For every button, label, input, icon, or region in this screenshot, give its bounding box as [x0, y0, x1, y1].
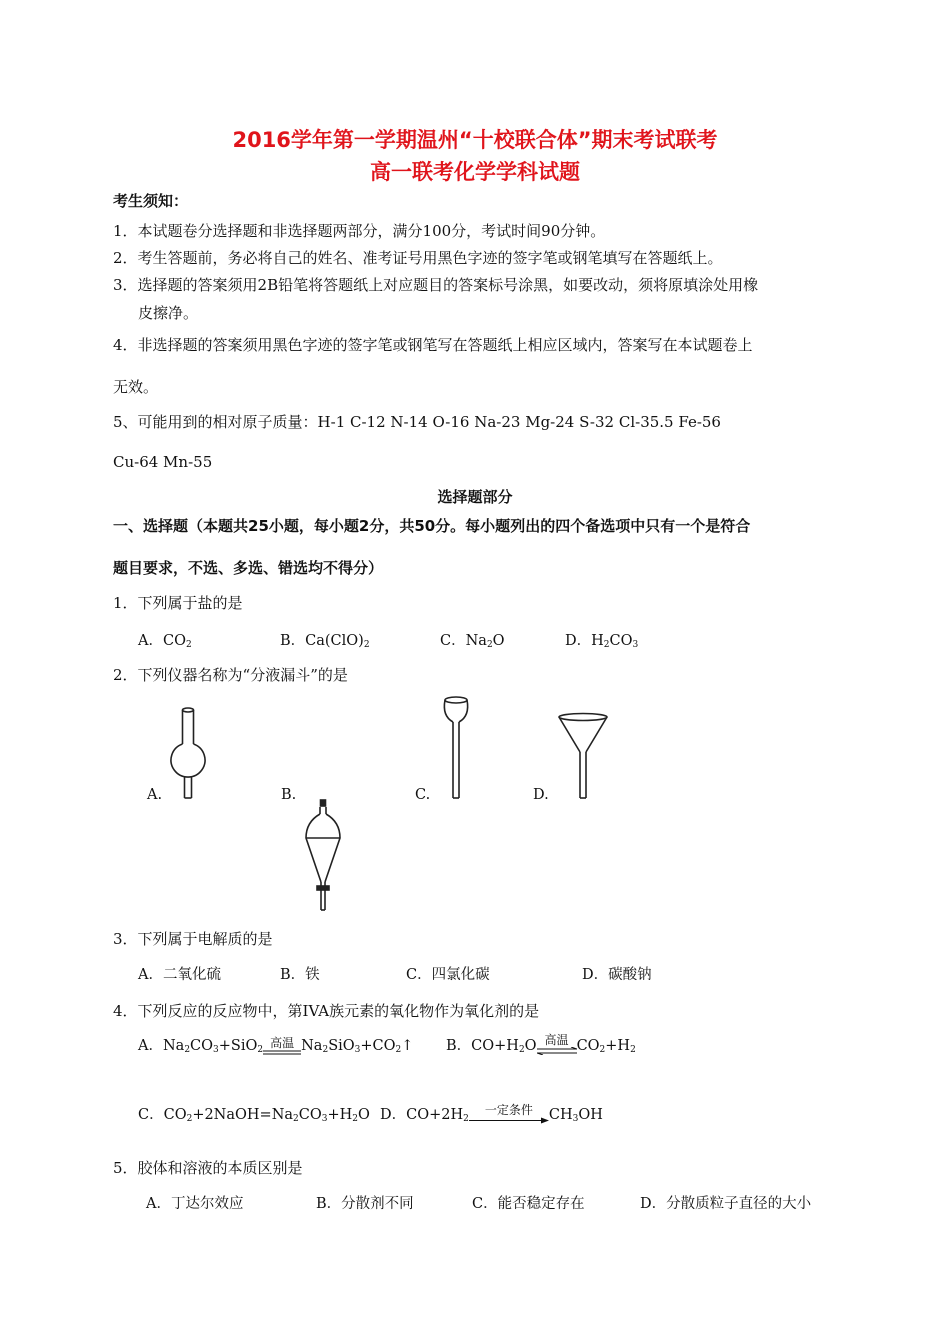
notice-item-2: 2．考生答题前，务必将自己的姓名、准考证号用黑色字迹的签字笔或钢笔填写在答题纸上。: [113, 249, 723, 267]
q4-option-a: A．$Na_2CO_3+SiO_2$ 高温 $Na_2SiO_3+CO_2↑$: [138, 1036, 414, 1055]
q5-option-c: C．能否稳定存在: [472, 1196, 585, 1212]
q2-label-c: C.: [415, 787, 431, 803]
q3-option-c: C．四氯化碳: [406, 967, 490, 983]
exam-title-line1: 2016学年第一学期温州“十校联合体”期末考试联考: [232, 128, 718, 152]
notice-item-5-cont: Cu-64 Mn-55: [113, 453, 213, 471]
notice-item-4-cont: 无效。: [113, 378, 159, 396]
notice-item-5: 5、可能用到的相对原子质量：H-1 C-12 N-14 O-16 Na-23 Mg-24 S-32 Cl-35.5 Fe-56: [113, 413, 721, 431]
notice-item-4: 4．非选择题的答案须用黑色字迹的签字笔或钢笔写在答题纸上相应区域内，答案写在本试题卷上: [113, 336, 753, 354]
q4-option-b: B．$CO+H_2O$ 高温 $CO_2+H_2$: [446, 1033, 636, 1055]
q3-option-b: B．铁: [280, 967, 320, 983]
q5-stem: 5．胶体和溶液的本质区别是: [113, 1159, 303, 1177]
q1-stem: 1．下列属于盐的是: [113, 594, 243, 612]
round-flask-diagram: [165, 706, 215, 802]
separatory-funnel-diagram: [300, 798, 350, 916]
section-title: 选择题部分: [437, 488, 513, 506]
notice-item-3-cont: 皮擦净。: [138, 304, 199, 322]
notice-heading: 考生须知：: [113, 192, 189, 210]
q3-stem: 3．下列属于电解质的是: [113, 930, 273, 948]
reversible-high-temp-condition: 高温: [537, 1034, 577, 1055]
funnel-diagram: [556, 712, 612, 804]
bulb-funnel-diagram: [438, 694, 478, 804]
q1-option-b: B．$Ca(ClO)_2$: [280, 633, 370, 650]
q3-option-d: D．碳酸钠: [582, 967, 652, 983]
q1-option-c: C．$Na_2O$: [440, 633, 505, 650]
q1-option-d: D．$H_2CO_3$: [565, 633, 639, 650]
q5-option-a: A．丁达尔效应: [146, 1196, 244, 1212]
q1-option-a: A．$CO_2$: [138, 633, 192, 650]
q2-label-d: D.: [533, 787, 549, 803]
q5-option-b: B．分散剂不同: [316, 1196, 414, 1212]
q3-option-a: A．二氧化硫: [138, 967, 221, 983]
q4-stem: 4．下列反应的反应物中，第IVA族元素的氧化物作为氧化剂的是: [113, 1002, 540, 1020]
q4-option-d: D．$CO+2H_2$ 一定条件 $CH_3OH$: [380, 1103, 603, 1124]
q4-option-c: C．$CO_2+2NaOH=Na_2CO_3+H_2O$: [138, 1107, 370, 1124]
notice-item-3: 3．选择题的答案须用2B铅笔将答题纸上对应题目的答案标号涂黑，如要改动，须将原填涂处用橡: [113, 276, 759, 294]
section-instruction-2: 题目要求，不选、多选、错选均不得分）: [113, 559, 384, 577]
gas-up-arrow: ↑: [401, 1038, 414, 1054]
section-instruction-1: 一、选择题（本题共25小题，每小题2分，共50分。每小题列出的四个备选项中只有一个是符合: [113, 517, 751, 535]
q5-option-d: D．分散质粒子直径的大小: [640, 1196, 812, 1212]
notice-item-1: 1．本试题卷分选择题和非选择题两部分，满分100分，考试时间90分钟。: [113, 222, 606, 240]
high-temp-condition: 高温: [270, 1036, 295, 1050]
q2-label-b: B.: [281, 787, 297, 803]
q2-stem: 2．下列仪器名称为“分液漏斗”的是: [113, 666, 348, 684]
certain-condition-arrow: 一定条件: [469, 1104, 549, 1124]
exam-title-line2: 高一联考化学学科试题: [370, 160, 580, 184]
q2-label-a: A.: [147, 787, 163, 803]
